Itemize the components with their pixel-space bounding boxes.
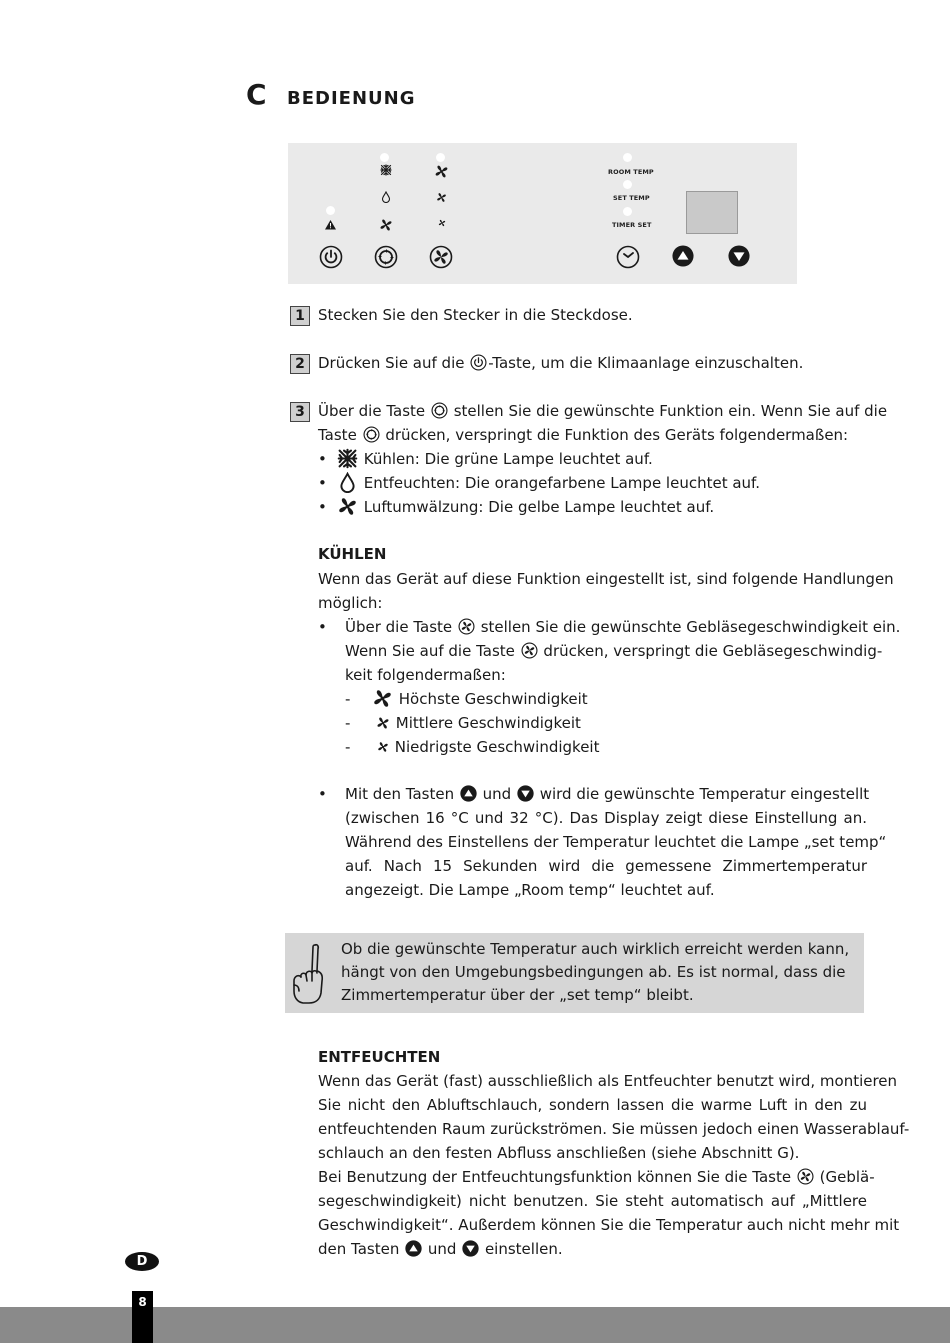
warning-icon <box>324 219 337 231</box>
room-temp-label: ROOM TEMP <box>608 168 654 176</box>
text-part: den Tasten <box>318 1240 405 1258</box>
timer-set-label: TIMER SET <box>612 221 652 229</box>
mode-icon <box>363 426 380 443</box>
step-text-part: Drücken Sie auf die <box>318 354 470 372</box>
up-arrow-icon <box>405 1240 422 1257</box>
set-temp-label: SET TEMP <box>613 194 650 202</box>
fan-icon <box>379 218 393 232</box>
bullet: • <box>318 618 327 636</box>
fan-button-icon <box>797 1168 814 1185</box>
bullet: • <box>318 785 327 803</box>
led <box>436 153 445 162</box>
text-part: drücken, verspringt die Gebläsegeschwindig- <box>538 642 883 660</box>
mode-icon <box>431 402 448 419</box>
drop-icon <box>337 472 358 493</box>
step-number: 2 <box>290 354 310 374</box>
text-part: Über die Taste <box>318 402 430 420</box>
list-item: • Entfeuchten: Die orangefarbene Lampe leuchtet auf. <box>318 474 761 492</box>
fan-low-icon <box>438 219 446 227</box>
led <box>326 206 335 215</box>
text-part: und <box>477 785 516 803</box>
note-line: hängt von den Umgebungsbedingungen ab. Es ist normal, dass die <box>341 963 846 981</box>
step-text <box>318 351 803 375</box>
text-part: Taste <box>318 426 362 444</box>
paragraph-line: Sie nicht den Abluftschlauch, sondern lassen die warme Luft in den zu <box>318 1096 867 1114</box>
paragraph-line: möglich: <box>318 594 383 612</box>
list-item: • Luftumwälzung: Die gelbe Lampe leuchtet auf. <box>318 498 715 516</box>
step-number: 1 <box>290 306 310 326</box>
fan-medium-icon <box>436 192 447 203</box>
paragraph-line: Geschwindigkeit“. Außerdem können Sie die Temperatur auch nicht mehr mit <box>318 1216 900 1234</box>
speed-item-text: Höchste Geschwindigkeit <box>398 690 588 708</box>
step-text <box>318 423 848 447</box>
fan-speed-button[interactable] <box>429 245 453 269</box>
fan-icon <box>337 496 358 517</box>
entfeuchten-heading: ENTFEUCHTEN <box>318 1048 441 1066</box>
list-item-text: Entfeuchten: Die orangefarbene Lampe leuchtet auf. <box>363 474 761 492</box>
led <box>623 180 632 189</box>
power-button[interactable] <box>319 245 343 269</box>
text-part: Über die Taste <box>345 618 457 636</box>
paragraph-line: angezeigt. Die Lampe „Room temp“ leuchtet auf. <box>345 881 715 899</box>
paragraph-line: entfeuchtenden Raum zurückströmen. Sie müssen jedoch einen Wasserablauf- <box>318 1120 910 1138</box>
speed-item: - Niedrigste Geschwindigkeit <box>345 738 600 756</box>
paragraph-line: keit folgendermaßen: <box>345 666 506 684</box>
led <box>623 207 632 216</box>
page-number: 8 <box>132 1291 153 1343</box>
text-part: drücken, verspringt die Funktion des Geräts folgendermaßen: <box>380 426 849 444</box>
timer-button[interactable] <box>616 245 640 269</box>
paragraph-line: schlauch an den festen Abfluss anschließen (siehe Abschnitt G). <box>318 1144 800 1162</box>
fan-high-icon <box>434 164 449 179</box>
text-part: einstellen. <box>480 1240 563 1258</box>
text-part: Bei Benutzung der Entfeuchtungsfunktion können Sie die Taste <box>318 1168 796 1186</box>
speed-item-text: Niedrigste Geschwindigkeit <box>394 738 600 756</box>
snowflake-icon <box>337 448 358 469</box>
snowflake-icon <box>380 164 392 176</box>
text-part: stellen Sie die gewünschte Gebläsegeschwindigkeit ein. <box>475 618 901 636</box>
text-part: Wenn Sie auf die Taste <box>345 642 520 660</box>
step-text <box>318 399 888 423</box>
speed-item: - Höchste Geschwindigkeit <box>345 690 588 708</box>
note-box <box>285 933 864 1013</box>
down-arrow-icon <box>462 1240 479 1257</box>
paragraph-line <box>318 1165 875 1189</box>
step-text-part: -Taste, um die Klimaanlage einzuschalten. <box>488 354 804 372</box>
paragraph-line <box>345 782 870 806</box>
pointing-hand-icon <box>291 941 325 1005</box>
paragraph-line <box>318 1237 563 1261</box>
list-item-text: Luftumwälzung: Die gelbe Lampe leuchtet auf. <box>363 498 715 516</box>
drop-icon <box>380 191 392 203</box>
text-part: Mit den Tasten <box>345 785 459 803</box>
language-badge: D <box>125 1252 159 1271</box>
step-number: 3 <box>290 402 310 422</box>
fan-button-icon <box>458 618 475 635</box>
section-title: BEDIENUNG <box>287 88 416 109</box>
paragraph-line: Wenn das Gerät auf diese Funktion eingestellt ist, sind folgende Handlungen <box>318 570 894 588</box>
up-button[interactable] <box>672 245 694 267</box>
list-item: • Kühlen: Die grüne Lampe leuchtet auf. <box>318 450 653 468</box>
down-arrow-icon <box>517 785 534 802</box>
paragraph-line: Während des Einstellens der Temperatur leuchtet die Lampe „set temp“ <box>345 833 887 851</box>
control-panel <box>288 143 797 284</box>
fan-medium-icon <box>376 716 390 730</box>
paragraph-line: auf. Nach 15 Sekunden wird die gemessene Zimmertemperatur <box>345 857 867 875</box>
list-item-text: Kühlen: Die grüne Lampe leuchtet auf. <box>363 450 653 468</box>
up-arrow-icon <box>460 785 477 802</box>
speed-item: - Mittlere Geschwindigkeit <box>345 714 581 732</box>
step-text: Stecken Sie den Stecker in die Steckdose. <box>318 306 633 324</box>
fan-button-icon <box>521 642 538 659</box>
down-button[interactable] <box>728 245 750 267</box>
fan-low-icon <box>377 741 389 753</box>
temperature-display <box>686 191 738 234</box>
note-line: Zimmertemperatur über der „set temp“ bleibt. <box>341 986 694 1004</box>
note-line: Ob die gewünschte Temperatur auch wirklich erreicht werden kann, <box>341 940 850 958</box>
power-icon <box>470 354 487 371</box>
paragraph-line: Wenn das Gerät (fast) ausschließlich als Entfeuchter benutzt wird, montieren <box>318 1072 898 1090</box>
text-part: (Geblä- <box>814 1168 875 1186</box>
text-part: und <box>423 1240 462 1258</box>
text-part: wird die gewünschte Temperatur eingestellt <box>534 785 870 803</box>
led <box>380 153 389 162</box>
fan-high-icon <box>372 688 393 709</box>
paragraph-line: (zwischen 16 °C und 32 °C). Das Display zeigt diese Einstellung an. <box>345 809 867 827</box>
kuehlen-heading: KÜHLEN <box>318 545 387 563</box>
led <box>623 153 632 162</box>
text-part: stellen Sie die gewünschte Funktion ein. Wenn Sie auf die <box>448 402 888 420</box>
speed-item-text: Mittlere Geschwindigkeit <box>395 714 581 732</box>
section-letter: C <box>246 78 267 111</box>
mode-button[interactable] <box>374 245 398 269</box>
paragraph-line <box>345 615 901 639</box>
paragraph-line: segeschwindigkeit) nicht benutzen. Sie steht automatisch auf „Mittlere <box>318 1192 867 1210</box>
note-text <box>341 938 849 1007</box>
paragraph-line <box>345 639 883 663</box>
